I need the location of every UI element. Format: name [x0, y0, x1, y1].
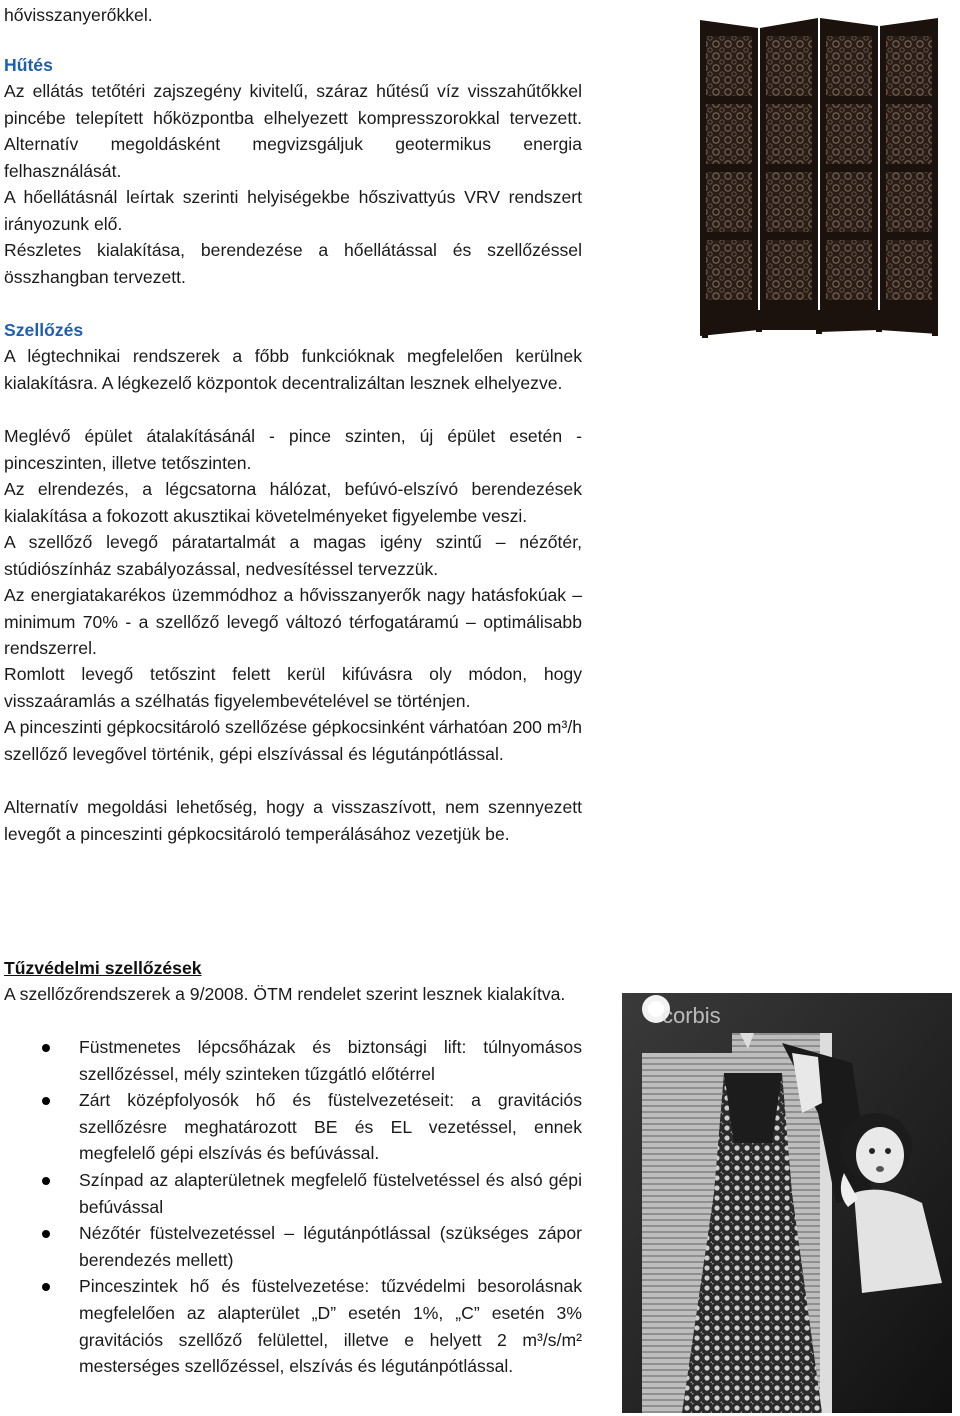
bullet-text: Pinceszintek hő és füstelvezetése: tűzvédelmi besorolásnak megfelelően az alapterület „D” esetén 1%, „C” esetén 3% gravitációs szellőző felülettel, illetve e helyett 2 m³/s/m² mesterséges szellőzéssel, elszívás és légutánpótlással. [79, 1276, 582, 1377]
bullet-dot-icon [42, 1230, 50, 1238]
tuzvedelmi-intro: A szellőzőrendszerek a 9/2008. ÖTM rendelet szerint lesznek kialakítva. [4, 984, 566, 1004]
szellozes-paragraph-3: Az elrendezés, a légcsatorna hálózat, befúvó-elszívó berendezések kialakítása a fokozott akusztikai követelményeket figyelembe veszi. [4, 479, 582, 526]
tuzvedelmi-heading: Tűzvédelmi szellőzések [4, 958, 202, 978]
szellozes-paragraph-4: A szellőző levegő páratartalmát a magas igény szintű – nézőtér, stúdiószínház szabályozással, nedvesítéssel tervezzük. [4, 532, 582, 579]
szellozes-paragraph-6: Romlott levegő tetőszint felett kerül kifúvásra oly módon, hogy visszaáramlás a szélhatás figyelembevételével se történjen. [4, 664, 582, 711]
bullet-dot-icon [42, 1283, 50, 1291]
bullet-text: Zárt középfolyosók hő és füstelvezetéseit: a gravitációs szellőzésre meghatározott BE és EL vezetéssel, ennek megfelelő gépi elszívás és befúvással. [79, 1090, 582, 1164]
bullet-item [4, 1034, 582, 1087]
szellozes-paragraph-7: A pinceszinti gépkocsitároló szellőzése gépkocsinként várhatóan 200 m³/h szellőző levegővel történik, gépi elszívással és légutánpótlással. [4, 717, 582, 764]
hutes-paragraph-2: A hőellátásnál leírtak szerinti helyiségekbe hőszivattyús VRV rendszert irányozunk elő. [4, 187, 582, 234]
intro-tail-text: hővisszanyerőkkel. [4, 5, 153, 25]
szellozes-heading: Szellőzés [4, 320, 84, 340]
bullet-dot-icon [42, 1177, 50, 1185]
tuzvedelmi-bullet-list [4, 1034, 582, 1380]
bullet-item [4, 1220, 582, 1273]
hutes-paragraph-1: Az ellátás tetőtéri zajszegény kivitelű, száraz hűtésű víz visszahűtőkkel pincébe telepített hőközpontba elhelyezett kompresszorokkal tervezett. Alternatív megoldásként megvizsgáljuk geotermikus energia felhasználását. [4, 81, 582, 181]
szellozes-paragraph-1: A légtechnikai rendszerek a főbb funkcióknak megfelelően kerülnek kialakításra. A légkezelő központok decentralizáltan lesznek elhelyezve. [4, 346, 582, 393]
bullet-item [4, 1167, 582, 1220]
vintage-dress-photo [622, 993, 952, 1413]
hutes-heading: Hűtés [4, 55, 53, 75]
szellozes-paragraph-8: Alternatív megoldási lehetőség, hogy a visszaszívott, nem szennyezett levegőt a pinceszinti gépkocsitároló temperálásához vezetjük be. [4, 797, 582, 844]
bullet-text: Füstmenetes lépcsőházak és biztonsági lift: túlnyomásos szellőzéssel, mély szinteken tűzgátló előtérrel [79, 1037, 582, 1084]
szellozes-paragraph-2: Meglévő épület átalakításánál - pince szinten, új épület esetén - pinceszinten, illetve tetőszinten. [4, 426, 582, 473]
bullet-text: Nézőtér füstelvezetéssel – légutánpótlással (szükséges zápor berendezés mellett) [79, 1223, 582, 1270]
folding-screen-image [698, 14, 942, 340]
hutes-paragraph-3: Részletes kialakítása, berendezése a hőellátással és szellőzéssel összhangban tervezett. [4, 240, 582, 287]
bullet-dot-icon [42, 1097, 50, 1105]
photo-watermark: corbis [662, 1003, 721, 1028]
bullet-text: Színpad az alapterületnek megfelelő füstelvetéssel és alsó gépi befúvással [79, 1169, 582, 1217]
bullet-dot-icon [42, 1044, 50, 1052]
bullet-item [4, 1087, 582, 1167]
bullet-item [4, 1273, 582, 1379]
szellozes-paragraph-5: Az energiatakarékos üzemmódhoz a hővisszanyerők nagy hatásfokúak – minimum 70% - a szellőző levegő változó térfogatáramú – optimálisabb rendszerrel. [4, 585, 582, 659]
